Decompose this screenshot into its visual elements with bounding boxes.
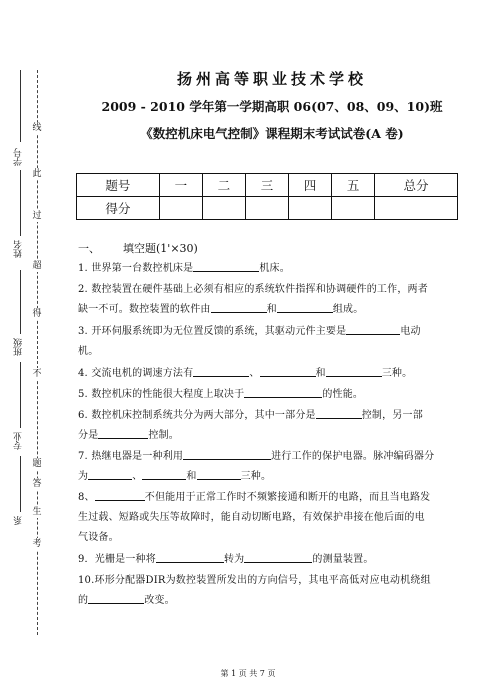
answer-blank[interactable]: [277, 300, 333, 313]
score-entry-cell[interactable]: [375, 197, 458, 220]
answer-blank[interactable]: [211, 300, 267, 313]
class-label: 班级: [14, 338, 24, 356]
section-number: 一、: [78, 242, 100, 255]
question-text: 缺一不可。数控装置的软件由: [78, 304, 211, 315]
score-table-cell: 四: [289, 174, 332, 197]
binding-word: 线: [32, 123, 42, 133]
department-label: 系: [14, 516, 24, 525]
student-id-fill-line: [20, 70, 21, 142]
question-7: [78, 447, 458, 487]
name-fill-line: [20, 170, 21, 236]
school-title: 扬州高等职业技术学校: [176, 70, 367, 88]
term-title: 2009 - 2010 学年第一学期高职 06(07、08、09、10)班: [101, 99, 443, 114]
question-text: 8、: [78, 492, 95, 503]
score-entry-cell[interactable]: [289, 197, 332, 220]
binding-word: 答: [32, 479, 42, 489]
answer-blank[interactable]: [197, 467, 241, 480]
answer-blank[interactable]: [98, 426, 148, 439]
score-table-header-row: [77, 174, 458, 197]
question-text: 控制，另一部: [361, 410, 423, 421]
answer-blank[interactable]: [88, 467, 132, 480]
answer-blank[interactable]: [183, 447, 271, 460]
question-text: 10.环形分配器DIR为数控装置所发出的方向信号，其电平高低对应电动机绕组: [78, 575, 431, 586]
answer-blank[interactable]: [193, 364, 249, 377]
question-2: [78, 280, 458, 320]
score-table-cell: 总分: [375, 174, 458, 197]
score-table-cell: 五: [332, 174, 375, 197]
question-text: 和: [266, 304, 277, 315]
question-9: [78, 550, 458, 570]
question-text: 和: [186, 471, 197, 482]
score-entry-cell[interactable]: [245, 197, 288, 220]
question-1: [78, 259, 458, 279]
binding-word: 过: [32, 211, 42, 221]
question-text: 、: [249, 368, 260, 379]
question-text: 机。: [78, 346, 99, 357]
score-table-cell: 三: [245, 174, 288, 197]
question-text: 为: [78, 471, 89, 482]
answer-blank[interactable]: [193, 259, 259, 272]
binding-word: 此: [32, 169, 42, 179]
question-text: 4. 交流电机的调速方法有: [78, 368, 194, 379]
student-id-label: 学号: [14, 148, 24, 166]
binding-word: 超: [32, 261, 42, 271]
question-text: 控制。: [148, 430, 180, 441]
answer-blank[interactable]: [346, 322, 400, 335]
question-text: 三种。: [240, 471, 272, 482]
score-table-cell: 二: [202, 174, 245, 197]
question-text: 转为: [223, 554, 245, 565]
question-text: 改变。: [144, 595, 175, 606]
score-table-score-row: [77, 197, 458, 220]
question-6: [78, 406, 458, 446]
binding-word: 考: [32, 539, 42, 549]
binding-word: 得: [32, 309, 42, 319]
score-table-cell: 得分: [77, 197, 160, 220]
question-text: 进行工作的保护电器。脉冲编码器分: [271, 451, 435, 462]
question-text: 生过载、短路或失压等故障时，能自动切断电路，有效保护串接在他后面的电: [78, 512, 425, 523]
score-entry-cell[interactable]: [159, 197, 202, 220]
answer-blank[interactable]: [142, 467, 186, 480]
page-number: 第 1 页 共 7 页: [220, 669, 276, 678]
answer-blank[interactable]: [316, 406, 362, 419]
question-text: 6. 数控机床控制系统共分为两大部分，其中一部分是: [78, 410, 316, 421]
score-entry-cell[interactable]: [202, 197, 245, 220]
question-text: 5. 数控机床的性能很大程度上取决于: [78, 389, 245, 400]
question-text: 组成。: [332, 304, 364, 315]
question-text: 机床。: [259, 263, 290, 274]
score-entry-cell[interactable]: [332, 197, 375, 220]
question-3: [78, 322, 458, 362]
binding-margin: [8, 70, 68, 635]
answer-blank[interactable]: [95, 488, 145, 501]
class-fill-line: [20, 270, 21, 334]
answer-blank[interactable]: [326, 364, 382, 377]
question-5: [78, 385, 458, 405]
question-text: 电动: [400, 326, 421, 337]
score-table-cell: 题号: [77, 174, 160, 197]
question-4: [78, 364, 458, 384]
question-text: 2. 数控装置在硬件基础上必须有相应的系统软件指挥和协调硬件的工作，两者: [78, 284, 428, 295]
score-table: [76, 173, 458, 220]
section-title: 填空题(1'×30): [123, 242, 198, 255]
question-text: 3. 开环伺服系统即为无位置反馈的系统，其驱动元件主要是: [78, 326, 347, 337]
question-text: 不但能用于正常工作时不频繁接通和断开的电路，而且当电路发: [144, 492, 431, 503]
answer-blank[interactable]: [244, 550, 312, 563]
name-label: 姓名: [14, 240, 24, 258]
question-8: [78, 488, 458, 548]
question-10: [78, 571, 458, 611]
department-fill-line: [20, 456, 21, 512]
score-table-cell: 一: [159, 174, 202, 197]
answer-blank[interactable]: [260, 364, 316, 377]
answer-blank[interactable]: [156, 550, 224, 563]
question-text: 的: [78, 595, 89, 606]
question-text: 、: [132, 471, 143, 482]
question-text: 的性能。: [322, 389, 364, 400]
binding-dashed-line: [37, 70, 38, 635]
question-text: 9．光栅是一种将: [78, 554, 156, 565]
question-text: 7. 热继电器是一种利用: [78, 451, 184, 462]
question-text: 气设备。: [78, 532, 119, 543]
major-fill-line: [20, 362, 21, 428]
binding-word: 不: [32, 369, 42, 379]
major-label: 专业: [14, 432, 24, 450]
question-text: 和: [315, 368, 326, 379]
binding-word: 生: [32, 507, 42, 517]
answer-blank[interactable]: [88, 591, 144, 604]
question-text: 分是: [78, 430, 99, 441]
question-text: 三种。: [381, 368, 413, 379]
question-text: 1. 世界第一台数控机床是: [78, 263, 194, 274]
answer-blank[interactable]: [244, 385, 322, 398]
question-text: 的测量装置。: [312, 554, 374, 565]
section-heading: [78, 240, 198, 256]
course-title: 《数控机床电气控制》课程期末考试试卷(A 卷): [140, 126, 404, 141]
binding-word: 题: [32, 459, 42, 469]
